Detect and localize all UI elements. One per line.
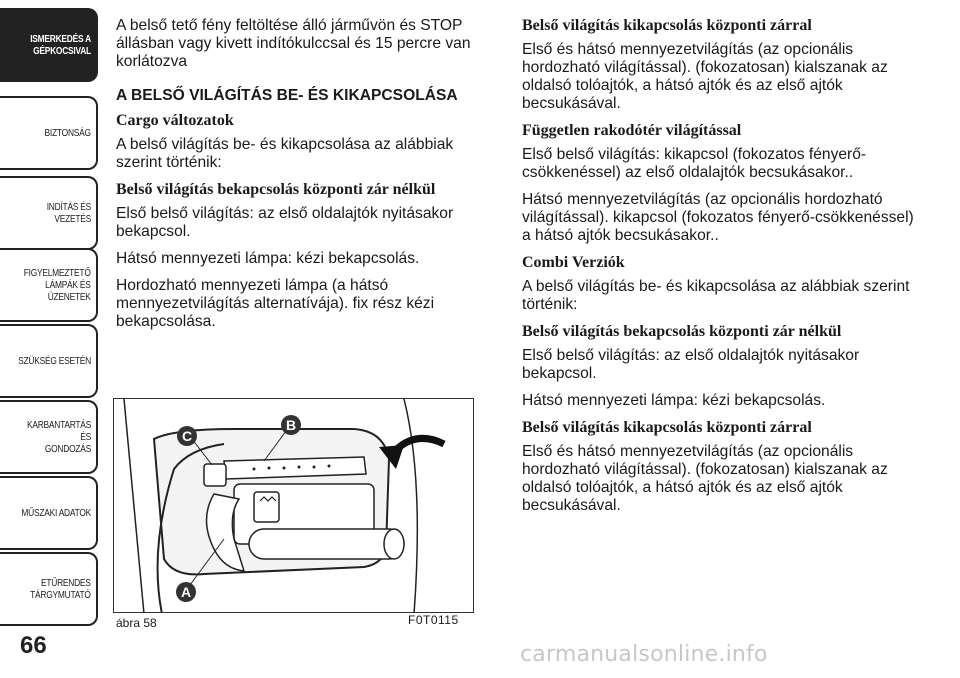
tab-biztonsag[interactable]	[0, 96, 98, 170]
callout-b-label: B	[285, 417, 297, 433]
tab-label: FIGYELMEZTETŐ LÁMPÁK ÉS ÜZENETEK	[24, 267, 91, 303]
portable-light-text: Hordozható mennyezeti lámpa (a hátsó mennyezetvilágítás alternatívája). fix rész kézi bekapcsolása.	[116, 277, 435, 330]
tab-inditas[interactable]	[0, 176, 98, 250]
cargo-text: A belső világítás be- és kikapcsolása az alábbiak szerint történik:	[116, 136, 454, 171]
front-light-text: Első belső világítás: az első oldalajtók nyitásakor bekapcsol.	[116, 205, 454, 240]
paragraph: Első és hátsó mennyezetvilágítás (az opcionális hordozható világítással). (fokozatosan) kialszanak az oldalsó tolóajtók, a hátsó ajtók és az első ajtók becsukásával.	[522, 443, 888, 514]
chapter-sidebar	[0, 0, 100, 640]
tab-szukseg[interactable]	[0, 324, 98, 398]
heading-central-lock-off: Belső világítás kikapcsolás központi zárral	[522, 17, 812, 34]
tab-label: KARBANTARTÁS ÉS GONDOZÁS	[26, 419, 91, 455]
left-column	[116, 17, 496, 340]
tab-label: SZÜKSÉG ESETÉN	[18, 355, 91, 367]
tab-ismerkedes[interactable]	[0, 8, 98, 82]
paragraph: Hátsó mennyezeti lámpa: kézi bekapcsolás.	[522, 392, 826, 409]
heading-central-lock-off-2: Belső világítás kikapcsolás központi zárral	[522, 419, 812, 436]
figure-roof-light	[113, 398, 474, 613]
paragraph: Hátsó mennyezetvilágítás (az opcionális hordozható világítással). kikapcsol (fokozatos fényerő-csökkenéssel) a hátsó ajtók becsukásakor..	[522, 191, 914, 244]
tab-label: ISMERKEDÉS A GÉPKOCSIVAL	[30, 33, 91, 57]
tab-label: MŰSZAKI ADATOK	[21, 507, 91, 519]
heading-no-central-lock: Belső világítás bekapcsolás központi zár nélkül	[522, 323, 842, 340]
tab-karbantartas[interactable]	[0, 400, 98, 474]
tab-muszaki[interactable]	[0, 476, 98, 550]
paragraph: Első belső világítás: az első oldalajtók nyitásakor bekapcsol.	[522, 347, 860, 382]
paragraph: A belső világítás be- és kikapcsolása az alábbiak szerint történik:	[522, 278, 910, 313]
tab-label: BIZTONSÁG	[44, 127, 91, 139]
callout-c-label: C	[181, 428, 193, 444]
heading-combi: Combi Verziók	[522, 254, 625, 271]
right-column	[522, 17, 922, 524]
tab-targymutato[interactable]	[0, 552, 98, 626]
roof-light-illustration	[114, 399, 474, 613]
sub-heading: Belső világítás bekapcsolás központi zár nélkül	[116, 181, 436, 198]
watermark: carmanualsonline.info	[520, 642, 768, 667]
figure-code: F0T0115	[408, 613, 459, 627]
callout-a-label: A	[180, 584, 192, 600]
paragraph: Első és hátsó mennyezetvilágítás (az opcionális hordozható világítással). (fokozatosan) kialszanak az oldalsó tolóajtók, a hátsó ajtók és az első ajtók becsukásával.	[522, 41, 888, 112]
tab-label: INDÍTÁS ÉS VEZETÉS	[46, 201, 91, 225]
paragraph: Első belső világítás: kikapcsol (fokozatos fényerő-csökkenéssel) az első oldalajtók becsukásakor..	[522, 146, 867, 181]
tab-figyelmezteto[interactable]	[0, 248, 98, 322]
rear-light-text: Hátsó mennyezeti lámpa: kézi bekapcsolás.	[116, 250, 420, 267]
section-heading: A BELSŐ VILÁGÍTÁS BE- ÉS KIKAPCSOLÁSA	[116, 87, 458, 104]
page-number: 66	[20, 632, 47, 659]
intro-paragraph: A belső tető fény feltöltése álló járművön és STOP állásban vagy kivett indítókulccsal és 15 percre van korlátozva	[116, 17, 471, 70]
cargo-heading: Cargo változatok	[116, 112, 234, 129]
figure-caption: ábra 58	[116, 616, 157, 630]
heading-independent-cargo: Független rakodótér világítással	[522, 122, 742, 139]
tab-label: ETŰRENDES TÁRGYMUTATÓ	[30, 577, 91, 601]
